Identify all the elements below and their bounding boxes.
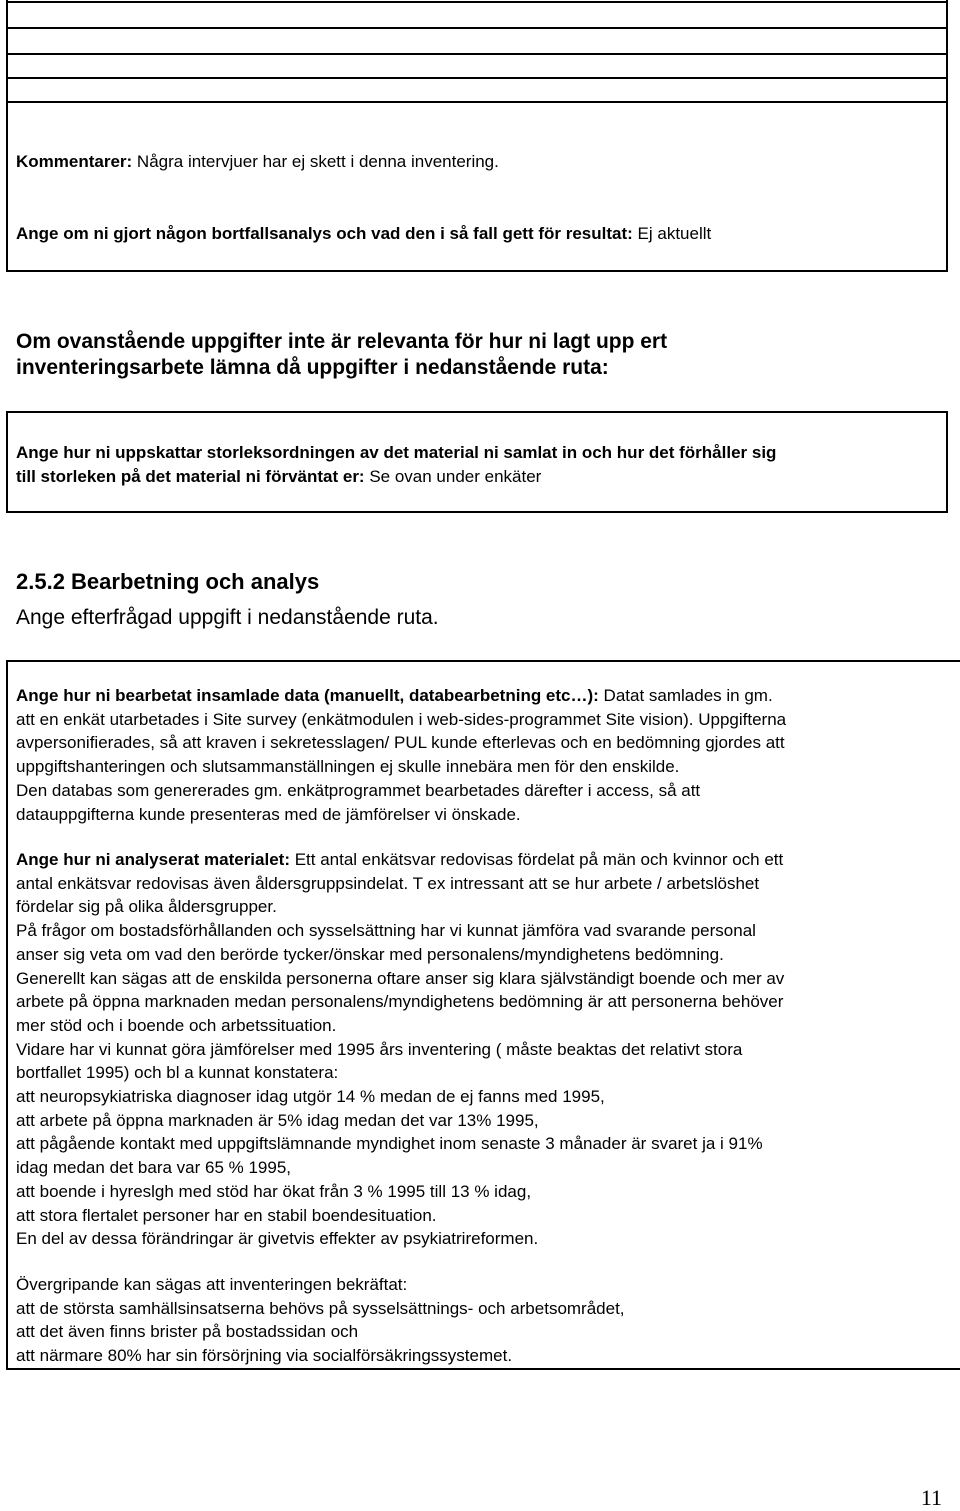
conclusion-line: att närmare 80% har sin försörjning via socialförsäkringssystemet. [16, 1346, 513, 1366]
comment-line [16, 150, 499, 174]
analysis-line: anser sig veta om vad den berörde tycker/önskar med personalens/myndighetens bedömning. [16, 944, 724, 964]
estimate-line-2 [16, 465, 541, 489]
processing-first-line [16, 684, 946, 708]
analysis-line: En del av dessa förändringar är givetvis effekter av psykiatrireformen. [16, 1229, 539, 1249]
analysis-line: arbete på öppna marknaden medan personalens/myndighetens bedömning är att personerna behöver [16, 992, 784, 1012]
comment-box [6, 101, 948, 272]
dropout-answer: Ej aktuellt [632, 224, 712, 243]
section-heading: 2.5.2 Bearbetning och analys [16, 569, 320, 594]
processing-line: datauppgifterna kunde presenteras med de jämförelser vi önskade. [16, 804, 521, 824]
estimate-line-1: Ange hur ni uppskattar storleksordningen av det material ni samlat in och hur det förhåller sig [16, 443, 777, 462]
conclusion-line: Övergripande kan sägas att inventeringen bekräftat: [16, 1275, 408, 1294]
analysis-line: att boende i hyreslgh med stöd har ökat från 3 % 1995 till 13 % idag, [16, 1181, 532, 1201]
dropout-question: Ange om ni gjort någon bortfallsanalys och vad den i så fall gett för resultat: [16, 224, 633, 243]
dropout-line [16, 222, 711, 246]
comment-value: Några intervjuer har ej skett i denna inventering. [132, 152, 499, 171]
conclusion-paragraph [16, 1273, 946, 1368]
form-row [8, 27, 946, 53]
analysis-line: antal enkätsvar redovisas även åldersgruppsindelat. T ex intressant att se hur arbete / arbetslöshet [16, 873, 760, 893]
form-row [8, 1, 946, 27]
estimate-answer: Se ovan under enkäter [364, 467, 542, 486]
analysis-line: idag medan det bara var 65 % 1995, [16, 1158, 292, 1178]
analysis-question: Ange hur ni analyserat materialet: [16, 850, 290, 869]
processing-line: att en enkät utarbetades i Site survey (enkätmodulen i web-sides-programmet Site vision). Uppgifterna [16, 709, 787, 729]
analysis-line: Ett antal enkätsvar redovisas fördelat på män och kvinnor och ett [289, 850, 784, 869]
estimate-label: till storleken på det material ni förväntat er: [16, 467, 365, 486]
analysis-line: Generellt kan sägas att de enskilda personerna oftare anser sig klara självständigt boende och mer av [16, 968, 785, 988]
analysis-line: På frågor om bostadsförhållanden och sysselsättning har vi kunnat jämföra vad svarande personal [16, 921, 756, 941]
analysis-line: att neuropsykiatriska diagnoser idag utgör 14 % medan de ej fanns med 1995, [16, 1087, 605, 1107]
form-row [8, 77, 946, 103]
analysis-line: att arbete på öppna marknaden är 5% idag medan det var 13% 1995, [16, 1110, 539, 1130]
page-number: 11 [920, 1485, 942, 1510]
analysis-paragraph [16, 848, 946, 1251]
conclusion-line: att det även finns brister på bostadssidan och [16, 1322, 359, 1342]
analysis-line: Vidare har vi kunnat göra jämförelser med 1995 års inventering ( måste beaktas det relativt stora [16, 1039, 743, 1059]
processing-line: uppgiftshanteringen och slutsammanställningen ej skulle innebära men för den enskilde. [16, 757, 680, 777]
empty-form-rows [6, 0, 948, 103]
conclusion-line: att de största samhällsinsatserna behövs på sysselsättnings- och arbetsområdet, [16, 1298, 625, 1318]
processing-question: Ange hur ni bearbetat insamlade data (manuellt, databearbetning etc…): [16, 686, 599, 705]
processing-line: Den databas som genererades gm. enkätprogrammet bearbetades därefter i access, så att [16, 780, 701, 800]
notice-line-2: inventeringsarbete lämna då uppgifter i nedanstående ruta: [16, 356, 609, 379]
analysis-line: fördelar sig på olika åldersgrupper. [16, 897, 277, 917]
comment-label: Kommentarer: [16, 152, 133, 171]
analysis-line: bortfallet 1995) och bl a kunnat konstatera: [16, 1063, 339, 1083]
analysis-line: att pågående kontakt med uppgiftslämnande myndighet inom senaste 3 månader är svaret ja i 91% [16, 1134, 763, 1154]
processing-paragraph [16, 684, 946, 826]
section-subheading: Ange efterfrågad uppgift i nedanstående ruta. [16, 606, 439, 629]
analysis-line: att stora flertalet personer har en stabil boendesituation. [16, 1205, 437, 1225]
form-row [8, 53, 946, 77]
processing-line: avpersonifierades, så att kraven i sekretesslagen/ PUL kunde efterlevas och en bedömning gjordes att [16, 733, 785, 753]
analysis-line: mer stöd och i boende och arbetssituation. [16, 1015, 337, 1035]
analysis-first-line [16, 848, 946, 872]
notice-line-1: Om ovanstående uppgifter inte är relevanta för hur ni lagt upp ert [16, 330, 668, 353]
processing-line: Datat samlades in gm. [598, 686, 773, 705]
